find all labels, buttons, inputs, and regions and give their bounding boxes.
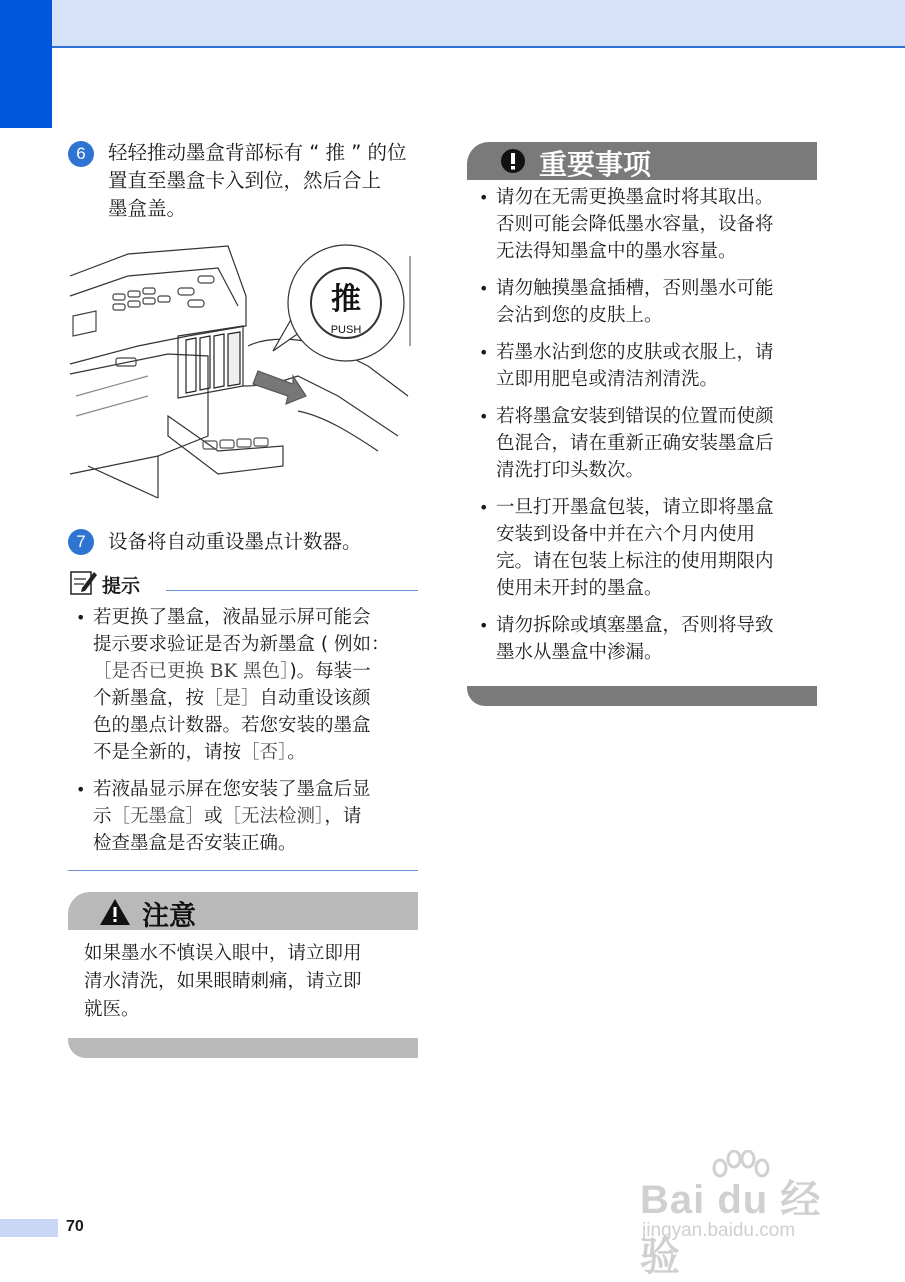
watermark-main: Bai du 经验 xyxy=(640,1178,822,1279)
important-item-5: • 一旦打开墨盒包装，请立即将墨盒 安装到设备中并在六个月内使用 完。请在包装上标注的使用期限内 使用未开封的墨盒。 xyxy=(476,494,821,602)
chapter-tab xyxy=(0,0,52,128)
caution-header xyxy=(68,892,418,930)
important-header xyxy=(467,142,817,180)
tip-item-1: • 若更换了墨盒，液晶显示屏可能会 提示要求验证是否为新墨盒 ( 例如： ［是否已更换 BK 黑色］)。每装一 个新墨盒，按［是］自动重设该颜 色的墨点计数器。若您安装的墨盒 不是全新的，请按［否］。 xyxy=(73,604,423,766)
caution-body: 如果墨水不慎误入眼中，请立即用 清水清洗，如果眼睛刺痛，请立即 就医。 xyxy=(84,943,362,1020)
important-item-1: • 请勿在无需更换墨盒时将其取出。 否则可能会降低墨水容量，设备将 无法得知墨盒中的墨水容量。 xyxy=(476,184,821,265)
watermark-url: jingyan.baidu.com xyxy=(642,1220,796,1241)
important-footer-bar xyxy=(467,686,817,706)
tip-header xyxy=(68,568,418,598)
header-bar xyxy=(0,0,905,48)
tip-item-2: • 若液晶显示屏在您安装了墨盒后显 示［无墨盒］或［无法检测］，请 检查墨盒是否安装正确。 xyxy=(73,776,423,857)
page-number: 70 xyxy=(66,1218,84,1235)
exclamation-icon xyxy=(499,147,527,175)
step-6-text: 轻轻推动墨盒背部标有 “ 推 ” 的位 置直至墨盒卡入到位，然后合上 墨盒盖。 xyxy=(108,141,407,220)
important-list xyxy=(476,184,821,676)
push-label: PUSH xyxy=(330,324,362,336)
important-item-3: • 若墨水沾到您的皮肤或衣服上，请 立即用肥皂或清洁剂清洗。 xyxy=(476,339,821,393)
warning-triangle-icon xyxy=(98,897,132,927)
important-item-4: • 若将墨盒安装到错误的位置而使颜 色混合，请在重新正确安装墨盒后 清洗打印头数次。 xyxy=(476,403,821,484)
tip-title: 提示 xyxy=(102,575,141,597)
tip-bottom-rule xyxy=(68,870,418,871)
step-6-number: 6 xyxy=(68,141,94,167)
step-7-text: 设备将自动重设墨点计数器。 xyxy=(108,530,362,553)
note-pencil-icon xyxy=(68,568,98,596)
important-item-2: • 请勿触摸墨盒插槽，否则墨水可能 会沾到您的皮肤上。 xyxy=(476,275,821,329)
cartridge-install-illustration xyxy=(68,236,418,502)
baidu-watermark xyxy=(640,1150,855,1279)
tip-rule xyxy=(166,590,418,591)
page-number-bar xyxy=(0,1219,58,1237)
important-title: 重要事项 xyxy=(539,148,652,181)
caution-title: 注意 xyxy=(142,901,196,932)
tip-list xyxy=(73,604,423,867)
important-item-6: • 请勿拆除或填塞墨盒，否则将导致 墨水从墨盒中渗漏。 xyxy=(476,612,821,666)
push-glyph: 推 xyxy=(331,282,361,317)
step-7-number: 7 xyxy=(68,529,94,555)
caution-footer-bar xyxy=(68,1038,418,1058)
